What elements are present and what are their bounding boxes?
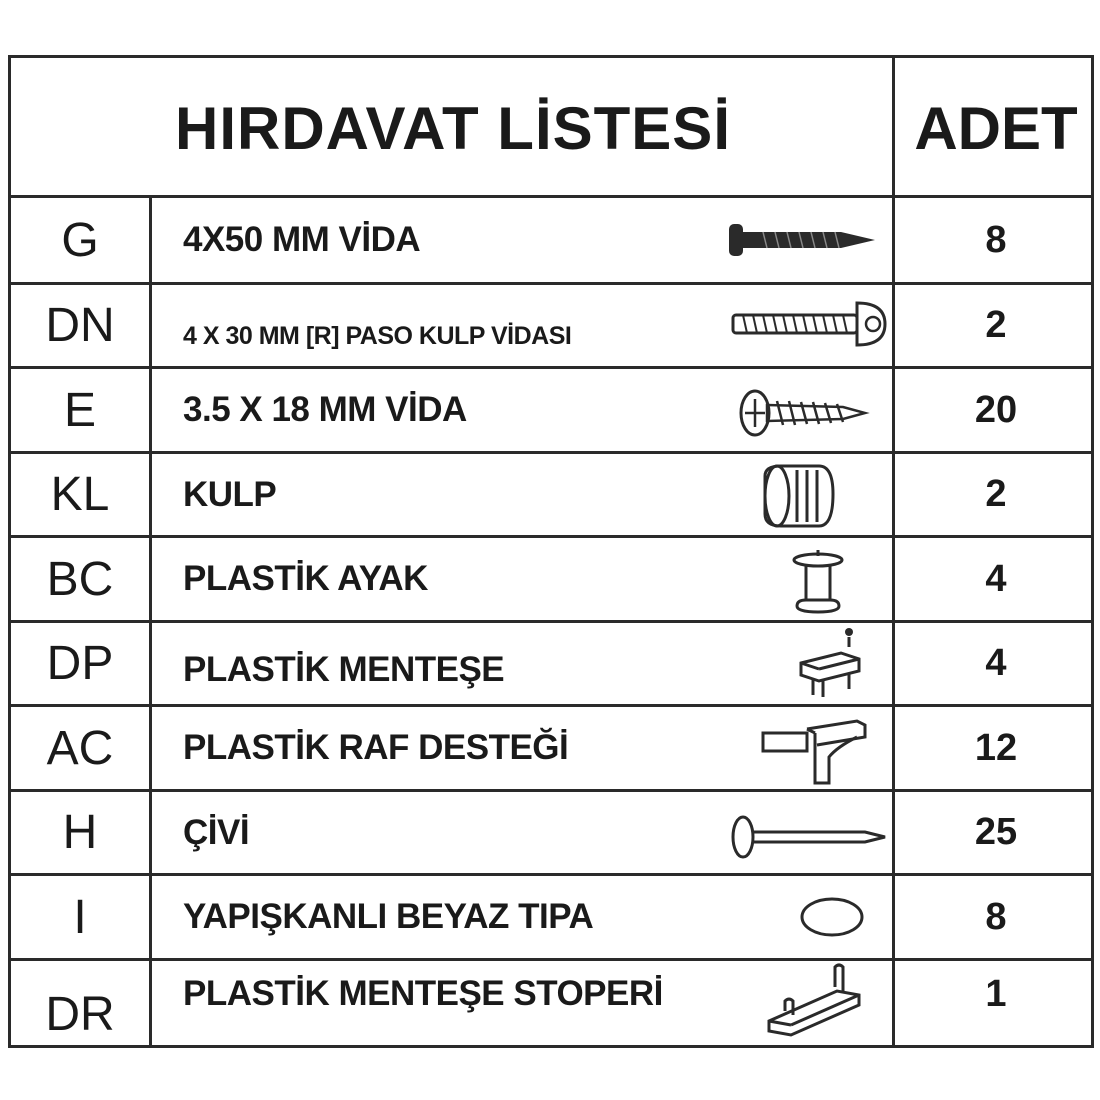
table-row (11, 876, 1094, 958)
quantity-column-header: ADET (914, 94, 1078, 162)
table-row (11, 623, 1094, 704)
item-description: PLASTİK MENTEŞE STOPERİ (183, 974, 663, 1013)
item-code: DP (46, 637, 114, 690)
item-quantity: 4 (985, 557, 1007, 600)
nail-icon (727, 792, 889, 873)
item-code: I (73, 890, 87, 944)
table-row (11, 707, 1094, 789)
item-quantity: 2 (985, 473, 1007, 515)
shelf-support-icon (757, 707, 877, 789)
item-description: PLASTİK RAF DESTEĞİ (183, 728, 569, 767)
table-row (11, 792, 1094, 873)
item-code: AC (46, 721, 114, 775)
adhesive-cap-icon (797, 876, 867, 958)
item-quantity: 4 (985, 642, 1007, 684)
item-code: E (63, 383, 96, 437)
item-description: 3.5 X 18 MM VİDA (183, 390, 467, 429)
short-screw-icon (733, 369, 873, 451)
item-code: DR (45, 987, 115, 1041)
item-code: G (61, 213, 99, 267)
item-code: BC (46, 552, 114, 606)
item-quantity: 1 (985, 972, 1007, 1015)
item-code: DN (45, 299, 115, 352)
long-screw-icon (723, 198, 883, 282)
item-description: ÇİVİ (183, 812, 250, 852)
item-quantity: 8 (985, 895, 1007, 938)
table-row (11, 198, 1094, 282)
item-description: KULP (183, 474, 277, 514)
table-row (11, 538, 1094, 620)
item-description: PLASTİK AYAK (183, 559, 428, 598)
item-quantity: 25 (974, 811, 1018, 853)
item-quantity: 12 (974, 726, 1018, 769)
item-description: YAPIŞKANLI BEYAZ TIPA (183, 897, 594, 936)
plastic-hinge-icon (793, 623, 873, 704)
table-row (11, 454, 1094, 535)
item-description: 4X50 MM VİDA (183, 220, 421, 259)
plastic-foot-icon (783, 538, 853, 620)
table-row (11, 369, 1094, 451)
table-row (11, 961, 1094, 1045)
hardware-list-table (8, 55, 1094, 1048)
machine-screw-icon (723, 285, 891, 366)
table-row (11, 285, 1094, 366)
item-quantity: 2 (985, 304, 1007, 346)
item-code: H (62, 806, 98, 859)
item-description: 4 X 30 MM [R] PASO KULP VİDASI (183, 322, 572, 350)
knob-handle-icon (753, 454, 843, 535)
item-quantity: 20 (974, 388, 1018, 431)
item-description: PLASTİK MENTEŞE (183, 649, 505, 689)
table-title: HIRDAVAT LİSTESİ (175, 94, 731, 162)
item-quantity: 8 (985, 218, 1007, 261)
hinge-stopper-icon (755, 961, 867, 1045)
item-code: KL (50, 468, 110, 521)
